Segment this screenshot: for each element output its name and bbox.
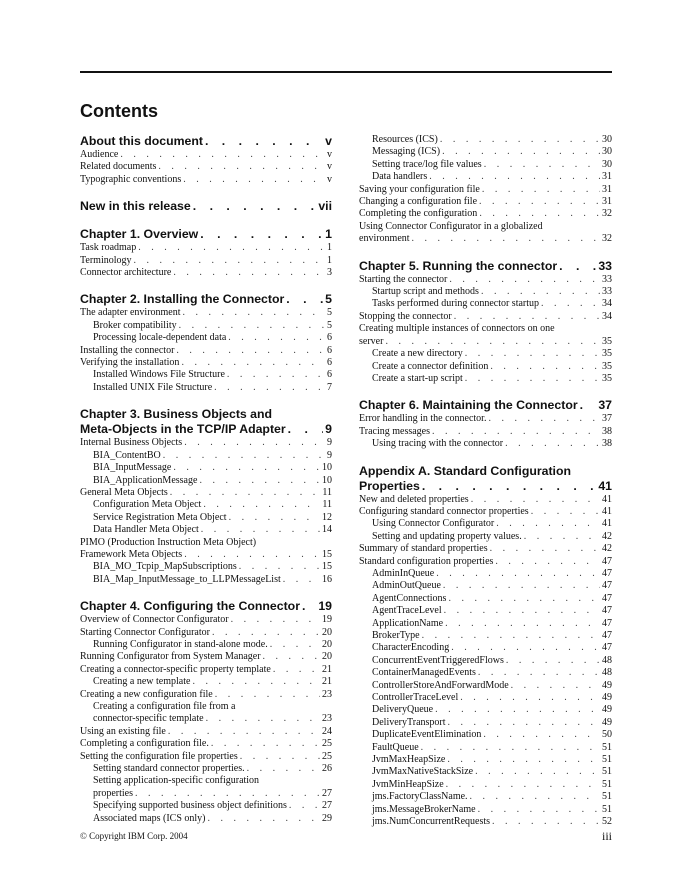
toc-entry[interactable] bbox=[359, 298, 612, 310]
toc-entry-title: server bbox=[359, 335, 384, 347]
toc-entry[interactable] bbox=[359, 680, 612, 692]
toc-entry-title: JvmMaxHeapSize bbox=[372, 754, 446, 766]
toc-entry[interactable] bbox=[359, 373, 612, 385]
toc-entry-page: 49 bbox=[602, 704, 612, 716]
toc-entry[interactable] bbox=[359, 426, 612, 438]
toc-entry-page: 29 bbox=[322, 812, 332, 824]
toc-entry-page: 21 bbox=[322, 663, 332, 675]
toc-entry[interactable] bbox=[80, 149, 332, 161]
toc-entry-title: Create a start-up script bbox=[372, 372, 463, 384]
toc-entry-title: BIA_ContentBO bbox=[93, 449, 161, 461]
toc-entry[interactable] bbox=[80, 267, 332, 279]
toc-heading-page: 37 bbox=[598, 398, 612, 413]
toc-entry[interactable] bbox=[80, 549, 332, 561]
toc-entry-page: 23 bbox=[322, 713, 332, 725]
toc-entry-title: jms.MessageBrokerName bbox=[372, 803, 476, 815]
toc-entry-line1[interactable]: Creating a configuration file from a bbox=[93, 701, 236, 712]
toc-entry[interactable] bbox=[80, 174, 332, 186]
toc-entry[interactable] bbox=[359, 618, 612, 630]
toc-entry-page: 27 bbox=[322, 800, 332, 812]
toc-entry-title: Messaging (ICS) bbox=[372, 146, 441, 158]
toc-entry-title: Using Connector Configurator bbox=[372, 518, 495, 530]
toc-entry-title: Specifying supported business object definitions bbox=[93, 800, 287, 812]
toc-entry[interactable] bbox=[80, 561, 332, 573]
toc-entry-page: 35 bbox=[602, 372, 612, 384]
toc-entry-page: 11 bbox=[322, 499, 332, 511]
toc-entry-page: 3 bbox=[327, 267, 332, 279]
toc-entry[interactable] bbox=[80, 487, 332, 499]
toc-heading-page: 5 bbox=[325, 292, 332, 307]
toc-entry[interactable] bbox=[80, 499, 332, 511]
toc-entry[interactable] bbox=[80, 320, 332, 332]
page-number: iii bbox=[601, 829, 612, 843]
toc-entry-page: v bbox=[327, 149, 332, 160]
toc-entry-title: ConcurrentEventTriggeredFlows bbox=[372, 654, 504, 666]
toc-heading-chapter-3-line1[interactable]: Chapter 3. Business Objects and bbox=[80, 407, 273, 422]
toc-entry-page: 14 bbox=[322, 524, 332, 536]
toc-entry[interactable] bbox=[359, 754, 612, 766]
toc-entry-line1[interactable]: Creating multiple instances of connectors on one bbox=[359, 323, 555, 335]
toc-entry-title: Starting Connector Configurator bbox=[80, 626, 210, 638]
toc-entry-title: Summary of standard properties bbox=[359, 543, 488, 555]
toc-entry-title: BIA_ApplicationMessage bbox=[93, 474, 198, 486]
toc-heading-appendix-a[interactable] bbox=[359, 479, 612, 494]
toc-entry-page: 49 bbox=[602, 679, 612, 691]
toc-entry-title: Broker compatibility bbox=[93, 319, 177, 331]
toc-entry-page: 48 bbox=[602, 654, 612, 666]
toc-entry[interactable] bbox=[359, 134, 612, 146]
toc-entry[interactable] bbox=[80, 800, 332, 812]
toc-entry-title: Starting the connector bbox=[359, 273, 448, 285]
toc-entry-title: Internal Business Objects bbox=[80, 437, 183, 449]
toc-entry-title: Data Handler Meta Object bbox=[93, 524, 199, 536]
toc-entry[interactable] bbox=[80, 255, 332, 267]
toc-left-column bbox=[80, 134, 332, 825]
toc-entry-title: JvmMinHeapSize bbox=[372, 778, 444, 790]
toc-entry-page: 47 bbox=[602, 567, 612, 579]
toc-entry-page: 5 bbox=[327, 319, 332, 331]
toc-entry-page: 15 bbox=[322, 548, 332, 560]
toc-entry[interactable] bbox=[80, 161, 332, 173]
toc-entry[interactable] bbox=[359, 348, 612, 360]
toc-entry[interactable] bbox=[80, 813, 332, 825]
toc-entry-page: 9 bbox=[327, 437, 332, 449]
header-rule bbox=[80, 71, 612, 73]
toc-entry-page: 20 bbox=[322, 638, 332, 650]
toc-heading-new-release[interactable] bbox=[80, 199, 332, 214]
toc-entry-page: 48 bbox=[602, 667, 612, 679]
toc-entry[interactable] bbox=[80, 639, 332, 651]
toc-entry-title: Standard configuration properties bbox=[359, 555, 494, 567]
toc-entry[interactable] bbox=[80, 676, 332, 688]
toc-entry-title: Create a new directory bbox=[372, 348, 463, 360]
toc-entry-page: 23 bbox=[322, 688, 332, 700]
toc-entry-page: 47 bbox=[602, 630, 612, 641]
toc-entry-title: ContainerManagedEvents bbox=[372, 667, 476, 679]
toc-heading-about[interactable] bbox=[80, 134, 332, 149]
toc-entry-page: 1 bbox=[327, 254, 332, 266]
toc-heading-title: About this document bbox=[80, 134, 203, 148]
toc-entry[interactable] bbox=[80, 382, 332, 394]
toc-entry[interactable] bbox=[80, 369, 332, 381]
toc-entry[interactable] bbox=[359, 642, 612, 654]
toc-entry-page: 52 bbox=[602, 816, 612, 828]
toc-entry-title: Using tracing with the connector bbox=[372, 438, 504, 450]
toc-entry[interactable] bbox=[359, 233, 612, 245]
toc-heading-page: 1 bbox=[325, 227, 332, 242]
toc-entry-title: BIA_Map_InputMessage_to_LLPMessageList bbox=[93, 573, 281, 585]
toc-heading-page: 9 bbox=[325, 422, 332, 437]
toc-entry[interactable] bbox=[359, 816, 612, 828]
toc-entry-page: 51 bbox=[602, 778, 612, 790]
toc-entry[interactable] bbox=[80, 574, 332, 586]
toc-entry[interactable] bbox=[359, 311, 612, 323]
toc-heading-page: 41 bbox=[598, 478, 612, 493]
toc-entry[interactable] bbox=[359, 593, 612, 605]
toc-entry-page: 1 bbox=[327, 242, 332, 254]
toc-entry[interactable] bbox=[80, 437, 332, 449]
toc-entry-page: 6 bbox=[327, 344, 332, 356]
toc-entry-title: DeliveryQueue bbox=[372, 704, 434, 716]
copyright-footer: © Copyright IBM Corp. 2004 bbox=[80, 831, 188, 841]
toc-entry-page: 41 bbox=[602, 505, 612, 517]
toc-entry-title: Setting and updating property values. bbox=[372, 530, 522, 542]
toc-entry-title: AdminInQueue bbox=[372, 567, 435, 579]
toc-heading-chapter-5[interactable] bbox=[359, 259, 612, 274]
toc-entry-page: 12 bbox=[322, 511, 332, 523]
toc-entry-title: Error handling in the connector. bbox=[359, 413, 487, 425]
toc-entry[interactable] bbox=[359, 274, 612, 286]
toc-entry-page: 21 bbox=[322, 676, 332, 688]
toc-entry-page: 24 bbox=[322, 725, 332, 737]
toc-entry[interactable] bbox=[359, 791, 612, 803]
toc-entry-title: Installed UNIX File Structure bbox=[93, 381, 213, 393]
toc-entry-page: 47 bbox=[602, 642, 612, 654]
toc-heading-title: Chapter 6. Maintaining the Connector bbox=[359, 398, 578, 413]
toc-entry-title: Audience bbox=[80, 149, 119, 160]
toc-entry-page: 47 bbox=[602, 555, 612, 567]
toc-entry[interactable] bbox=[80, 332, 332, 344]
toc-entry[interactable] bbox=[80, 763, 332, 775]
toc-entry[interactable] bbox=[359, 630, 612, 642]
toc-entry-page: 6 bbox=[327, 357, 332, 369]
toc-entry-title: BIA_MO_Tcpip_MapSubscriptions bbox=[93, 561, 237, 573]
toc-entry-title: Using an existing file bbox=[80, 725, 166, 737]
toc-entry-title: Terminology bbox=[80, 254, 132, 266]
toc-entry-title: The adapter environment bbox=[80, 307, 181, 319]
toc-entry-page: v bbox=[327, 173, 332, 185]
toc-entry-title: Changing a configuration file bbox=[359, 196, 478, 208]
toc-entry-page: 20 bbox=[322, 651, 332, 663]
toc-entry-page: 37 bbox=[602, 413, 612, 425]
toc-entry[interactable] bbox=[359, 543, 612, 555]
toc-entry-title: Task roadmap bbox=[80, 242, 137, 254]
toc-entry-page: 51 bbox=[602, 791, 612, 803]
toc-entry-page: 27 bbox=[322, 787, 332, 799]
toc-entry-page: 25 bbox=[322, 750, 332, 762]
toc-entry[interactable] bbox=[359, 556, 612, 568]
toc-entry-page: 5 bbox=[327, 307, 332, 319]
toc-entry[interactable] bbox=[80, 726, 332, 738]
toc-heading-title: Chapter 5. Running the connector bbox=[359, 258, 558, 273]
toc-entry[interactable] bbox=[359, 361, 612, 373]
toc-entry-page: 42 bbox=[602, 530, 612, 542]
toc-entry[interactable] bbox=[80, 689, 332, 701]
toc-entry[interactable] bbox=[359, 717, 612, 729]
toc-entry-title: Setting trace/log file values bbox=[372, 158, 482, 170]
toc-entry-title: Connector architecture bbox=[80, 267, 172, 279]
toc-entry-page: 38 bbox=[602, 425, 612, 437]
toc-entry[interactable] bbox=[80, 738, 332, 750]
toc-entry-page: 51 bbox=[602, 803, 612, 815]
toc-entry[interactable] bbox=[80, 450, 332, 462]
toc-entry-title: Typographic conventions bbox=[80, 173, 182, 185]
toc-entry-page: 30 bbox=[602, 158, 612, 170]
toc-entry-page: 49 bbox=[602, 716, 612, 728]
toc-entry[interactable] bbox=[80, 242, 332, 254]
toc-entry-title: Processing locale-dependent data bbox=[93, 332, 227, 344]
toc-entry[interactable] bbox=[80, 524, 332, 536]
toc-entry-line1[interactable]: Using Connector Configurator in a globalized bbox=[359, 220, 543, 232]
toc-entry[interactable] bbox=[80, 664, 332, 676]
toc-right-column bbox=[359, 134, 612, 829]
toc-entry-title: Setting standard connector properties. bbox=[93, 763, 245, 775]
toc-entry-page: 49 bbox=[602, 692, 612, 704]
toc-entry-page: 47 bbox=[602, 592, 612, 604]
toc-entry-page: 30 bbox=[602, 146, 612, 158]
toc-entry[interactable] bbox=[80, 462, 332, 474]
toc-heading-title: Chapter 2. Installing the Connector bbox=[80, 292, 285, 307]
toc-entry-page: 7 bbox=[327, 381, 332, 393]
toc-entry-page: 25 bbox=[322, 738, 332, 750]
toc-entry-page: 41 bbox=[602, 518, 612, 530]
toc-entry-title: CharacterEncoding bbox=[372, 642, 450, 654]
toc-entry[interactable] bbox=[80, 614, 332, 626]
toc-entry-title: AgentConnections bbox=[372, 592, 447, 604]
toc-entry[interactable] bbox=[359, 494, 612, 506]
toc-entry-title: ControllerStoreAndForwardMode bbox=[372, 679, 509, 691]
toc-entry[interactable] bbox=[359, 208, 612, 220]
toc-entry-title: Startup script and methods bbox=[372, 286, 479, 298]
toc-entry-title: FaultQueue bbox=[372, 741, 419, 753]
toc-entry-page: 11 bbox=[322, 486, 332, 498]
toc-entry-title: Verifying the installation bbox=[80, 357, 180, 369]
toc-entry[interactable] bbox=[80, 307, 332, 319]
toc-entry[interactable] bbox=[359, 184, 612, 196]
toc-entry-title: jms.FactoryClassName. bbox=[372, 791, 468, 803]
toc-entry[interactable] bbox=[359, 146, 612, 158]
toc-entry[interactable] bbox=[359, 655, 612, 667]
toc-entry[interactable] bbox=[359, 413, 612, 425]
toc-entry-page: 6 bbox=[327, 369, 332, 381]
toc-entry-title: Configuration Meta Object bbox=[93, 499, 202, 511]
toc-entry-line1[interactable]: Setting application-specific configuration bbox=[93, 775, 260, 787]
toc-entry[interactable] bbox=[359, 605, 612, 617]
toc-entry-page: 47 bbox=[602, 605, 612, 617]
toc-entry-title: DeliveryTransport bbox=[372, 716, 446, 728]
toc-heading-chapter-4[interactable] bbox=[80, 599, 332, 614]
toc-entry[interactable] bbox=[359, 692, 612, 704]
toc-entry[interactable] bbox=[359, 196, 612, 208]
toc-entry[interactable] bbox=[80, 788, 332, 800]
toc-entry-title: Overview of Connector Configurator bbox=[80, 614, 229, 626]
toc-entry-page: 47 bbox=[602, 580, 612, 592]
toc-entry-title: Creating a new template bbox=[93, 676, 191, 688]
toc-entry-title: AdminOutQueue bbox=[372, 580, 441, 592]
toc-entry-title: Running Configurator in stand-alone mode. bbox=[93, 638, 268, 650]
toc-heading-appendix-a-line1[interactable]: Appendix A. Standard Configuration bbox=[359, 463, 572, 478]
toc-entry-page: 35 bbox=[602, 360, 612, 372]
toc-entry[interactable] bbox=[359, 171, 612, 183]
toc-entry-title: Configuring standard connector properties bbox=[359, 505, 529, 517]
toc-entry-page: 15 bbox=[322, 561, 332, 573]
toc-heading-chapter-2[interactable] bbox=[80, 292, 332, 307]
toc-entry[interactable] bbox=[359, 518, 612, 530]
toc-entry-title: Installed Windows File Structure bbox=[93, 369, 225, 381]
toc-heading-chapter-3[interactable] bbox=[80, 422, 332, 437]
toc-entry-page: 51 bbox=[602, 754, 612, 766]
toc-entry-title: Setting the configuration file properties bbox=[80, 750, 238, 762]
toc-entry-page: 30 bbox=[602, 134, 612, 145]
toc-entry-page: 47 bbox=[602, 617, 612, 629]
toc-entry-page: 34 bbox=[602, 298, 612, 310]
toc-entry-title: New and deleted properties bbox=[359, 493, 469, 505]
toc-entry-page: 19 bbox=[322, 614, 332, 626]
toc-entry-page: 42 bbox=[602, 543, 612, 555]
toc-entry[interactable] bbox=[359, 531, 612, 543]
toc-entry[interactable] bbox=[80, 475, 332, 487]
toc-entry-page: 51 bbox=[602, 766, 612, 778]
toc-entry[interactable] bbox=[359, 742, 612, 754]
toc-entry-title: connector-specific template bbox=[93, 713, 204, 725]
toc-entry[interactable] bbox=[359, 580, 612, 592]
toc-entry-title: Creating a connector-specific property template bbox=[80, 663, 271, 675]
toc-heading-title: Meta-Objects in the TCP/IP Adapter bbox=[80, 422, 286, 437]
toc-heading-title: New in this release bbox=[80, 199, 191, 214]
toc-entry-page: 34 bbox=[602, 310, 612, 322]
toc-entry-page: 6 bbox=[327, 332, 332, 344]
toc-entry-title: AgentTraceLevel bbox=[372, 605, 442, 617]
toc-heading-title: Chapter 1. Overview bbox=[80, 227, 199, 242]
toc-entry-title: Completing a configuration file. bbox=[80, 738, 209, 750]
toc-entry[interactable] bbox=[359, 779, 612, 791]
toc-entry-page: 51 bbox=[602, 741, 612, 753]
toc-entry-page: 16 bbox=[322, 573, 332, 585]
toc-heading-page: 33 bbox=[598, 258, 612, 273]
toc-entry-title: properties bbox=[93, 787, 133, 799]
toc-heading-chapter-1[interactable] bbox=[80, 227, 332, 242]
toc-entry-title: Stopping the connector bbox=[359, 310, 452, 322]
toc-entry-line1[interactable]: PIMO (Production Instruction Meta Object) bbox=[80, 536, 257, 548]
toc-entry[interactable] bbox=[359, 704, 612, 716]
toc-entry[interactable] bbox=[80, 345, 332, 357]
toc-entry-page: 35 bbox=[602, 335, 612, 347]
toc-entry[interactable] bbox=[80, 357, 332, 369]
toc-entry-title: Framework Meta Objects bbox=[80, 548, 183, 560]
toc-entry-title: JvmMaxNativeStackSize bbox=[372, 766, 474, 778]
toc-entry-page: 9 bbox=[327, 449, 332, 461]
toc-entry-page: v bbox=[327, 161, 332, 173]
toc-entry-title: Installing the connector bbox=[80, 344, 175, 356]
toc-entry-page: 41 bbox=[602, 493, 612, 505]
toc-entry-title: Related documents bbox=[80, 161, 157, 173]
toc-entry-title: Completing the configuration bbox=[359, 208, 478, 220]
toc-entry-title: ControllerTraceLevel bbox=[372, 692, 459, 704]
toc-entry-page: 32 bbox=[602, 233, 612, 245]
toc-heading-title: Chapter 4. Configuring the Connector bbox=[80, 599, 300, 614]
toc-entry[interactable] bbox=[359, 568, 612, 580]
toc-entry[interactable] bbox=[359, 804, 612, 816]
toc-entry-title: Resources (ICS) bbox=[372, 134, 438, 145]
toc-entry-page: 31 bbox=[602, 183, 612, 195]
toc-entry[interactable] bbox=[359, 336, 612, 348]
toc-heading-page: vii bbox=[318, 199, 332, 214]
toc-entry[interactable] bbox=[80, 651, 332, 663]
toc-entry-title: Creating a new configuration file bbox=[80, 688, 213, 700]
toc-entry-title: Associated maps (ICS only) bbox=[93, 812, 206, 824]
toc-entry-title: Tracing messages bbox=[359, 425, 431, 437]
toc-entry-title: Data handlers bbox=[372, 171, 428, 183]
toc-entry[interactable] bbox=[359, 286, 612, 298]
toc-entry-page: 38 bbox=[602, 438, 612, 450]
toc-entry[interactable] bbox=[359, 159, 612, 171]
toc-entry-title: jms.NumConcurrentRequests bbox=[372, 816, 491, 828]
toc-entry[interactable] bbox=[359, 729, 612, 741]
toc-heading-title: Properties bbox=[359, 478, 420, 493]
toc-entry-page: 50 bbox=[602, 729, 612, 741]
toc-heading-chapter-6[interactable] bbox=[359, 398, 612, 413]
toc-heading-page: 19 bbox=[318, 599, 332, 614]
page-title: Contents bbox=[80, 101, 158, 121]
toc-entry[interactable] bbox=[359, 667, 612, 679]
toc-entry[interactable] bbox=[359, 438, 612, 450]
toc-entry-page: 31 bbox=[602, 196, 612, 208]
toc-entry-page: 26 bbox=[322, 763, 332, 775]
toc-entry[interactable] bbox=[80, 512, 332, 524]
toc-entry-page: 10 bbox=[322, 474, 332, 486]
toc-entry-title: Tasks performed during connector startup bbox=[372, 298, 540, 310]
toc-entry-title: General Meta Objects bbox=[80, 486, 168, 498]
toc-entry-title: Running Configurator from System Manager bbox=[80, 651, 261, 663]
toc-entry[interactable] bbox=[359, 766, 612, 778]
toc-entry[interactable] bbox=[359, 506, 612, 518]
toc-entry-page: 31 bbox=[602, 171, 612, 183]
toc-heading-page: v bbox=[325, 134, 332, 148]
toc-entry-page: 32 bbox=[602, 208, 612, 220]
toc-entry-title: BIA_InputMessage bbox=[93, 462, 172, 474]
toc-entry-title: BrokerType bbox=[372, 630, 420, 641]
toc-entry-title: environment bbox=[359, 233, 410, 245]
toc-entry-title: DuplicateEventElimination bbox=[372, 729, 482, 741]
toc-entry[interactable] bbox=[80, 627, 332, 639]
toc-entry-page: 10 bbox=[322, 462, 332, 474]
toc-entry-page: 20 bbox=[322, 626, 332, 638]
toc-entry-title: Service Registration Meta Object bbox=[93, 511, 227, 523]
toc-entry-title: Saving your configuration file bbox=[359, 183, 480, 195]
toc-entry-page: 35 bbox=[602, 348, 612, 360]
toc-entry-title: Create a connector definition bbox=[372, 360, 489, 372]
toc-entry[interactable] bbox=[80, 751, 332, 763]
toc-entry[interactable] bbox=[80, 713, 332, 725]
toc-entry-page: 33 bbox=[602, 273, 612, 285]
toc-entry-title: ApplicationName bbox=[372, 617, 444, 629]
toc-entry-page: 33 bbox=[602, 286, 612, 298]
